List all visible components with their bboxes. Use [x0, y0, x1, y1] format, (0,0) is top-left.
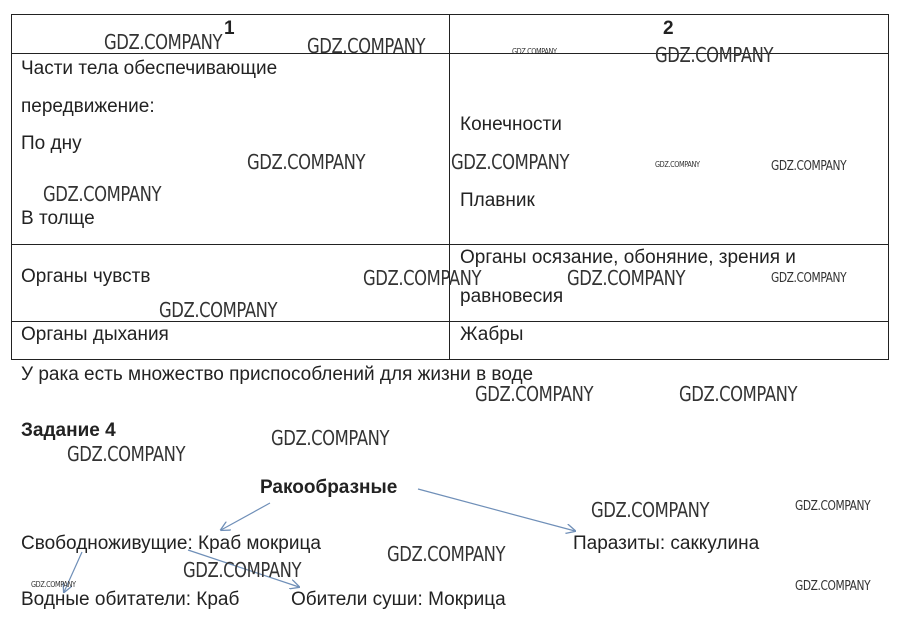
arrow-to-free-living [221, 503, 270, 530]
task-title: Задание 4 [21, 420, 116, 441]
arrow-to-parasites [418, 489, 575, 531]
col-header-1: 1 [224, 18, 235, 39]
row3-right: Жабры [460, 324, 524, 345]
diagram-free-living: Свободноживущие: Краб мокрица [21, 533, 321, 554]
diagram-root: Ракообразные [260, 477, 398, 498]
watermark: GDZ.COMPANY [771, 271, 847, 286]
diagram-aquatic: Водные обитатели: Краб [21, 589, 240, 610]
watermark: GDZ.COMPANY [183, 558, 302, 582]
watermark: GDZ.COMPANY [512, 47, 557, 56]
watermark: GDZ.COMPANY [655, 160, 700, 169]
summary-text: У рака есть множество приспособлений для жизни в воде [21, 364, 534, 385]
watermark: GDZ.COMPANY [567, 266, 686, 290]
row1-left-line-1: Части тела обеспечивающие [21, 58, 278, 79]
watermark: GDZ.COMPANY [771, 159, 847, 174]
watermark: GDZ.COMPANY [679, 382, 798, 406]
row1-right-line-1: Конечности [460, 114, 562, 135]
col-header-2: 2 [663, 18, 674, 39]
watermark: GDZ.COMPANY [795, 579, 871, 594]
watermark: GDZ.COMPANY [247, 150, 366, 174]
row1-left-line-2: передвижение: [21, 96, 155, 117]
watermark: GDZ.COMPANY [655, 43, 774, 67]
row2-right-line-2: равновесия [460, 286, 564, 307]
watermark: GDZ.COMPANY [307, 34, 426, 58]
watermark: GDZ.COMPANY [159, 298, 278, 322]
diagram-parasites: Паразиты: саккулина [573, 533, 760, 554]
watermark: GDZ.COMPANY [795, 499, 871, 514]
watermark: GDZ.COMPANY [271, 426, 390, 450]
row1-left-line-4: В толще [21, 208, 95, 229]
row2-left: Органы чувств [21, 266, 151, 287]
watermark: GDZ.COMPANY [31, 580, 76, 589]
row2-right-line-1: Органы осязание, обоняние, зрения и [460, 247, 796, 268]
watermark: GDZ.COMPANY [67, 442, 186, 466]
row3-left: Органы дыхания [21, 324, 169, 345]
row1-left-line-3: По дну [21, 133, 82, 154]
watermark: GDZ.COMPANY [363, 266, 482, 290]
diagram-land: Обители суши: Мокрица [291, 589, 506, 610]
watermark: GDZ.COMPANY [43, 182, 162, 206]
watermark: GDZ.COMPANY [451, 150, 570, 174]
watermark: GDZ.COMPANY [104, 30, 223, 54]
row1-right-line-2: Плавник [460, 190, 535, 211]
watermark: GDZ.COMPANY [475, 382, 594, 406]
watermark: GDZ.COMPANY [591, 498, 710, 522]
watermark: GDZ.COMPANY [387, 542, 506, 566]
